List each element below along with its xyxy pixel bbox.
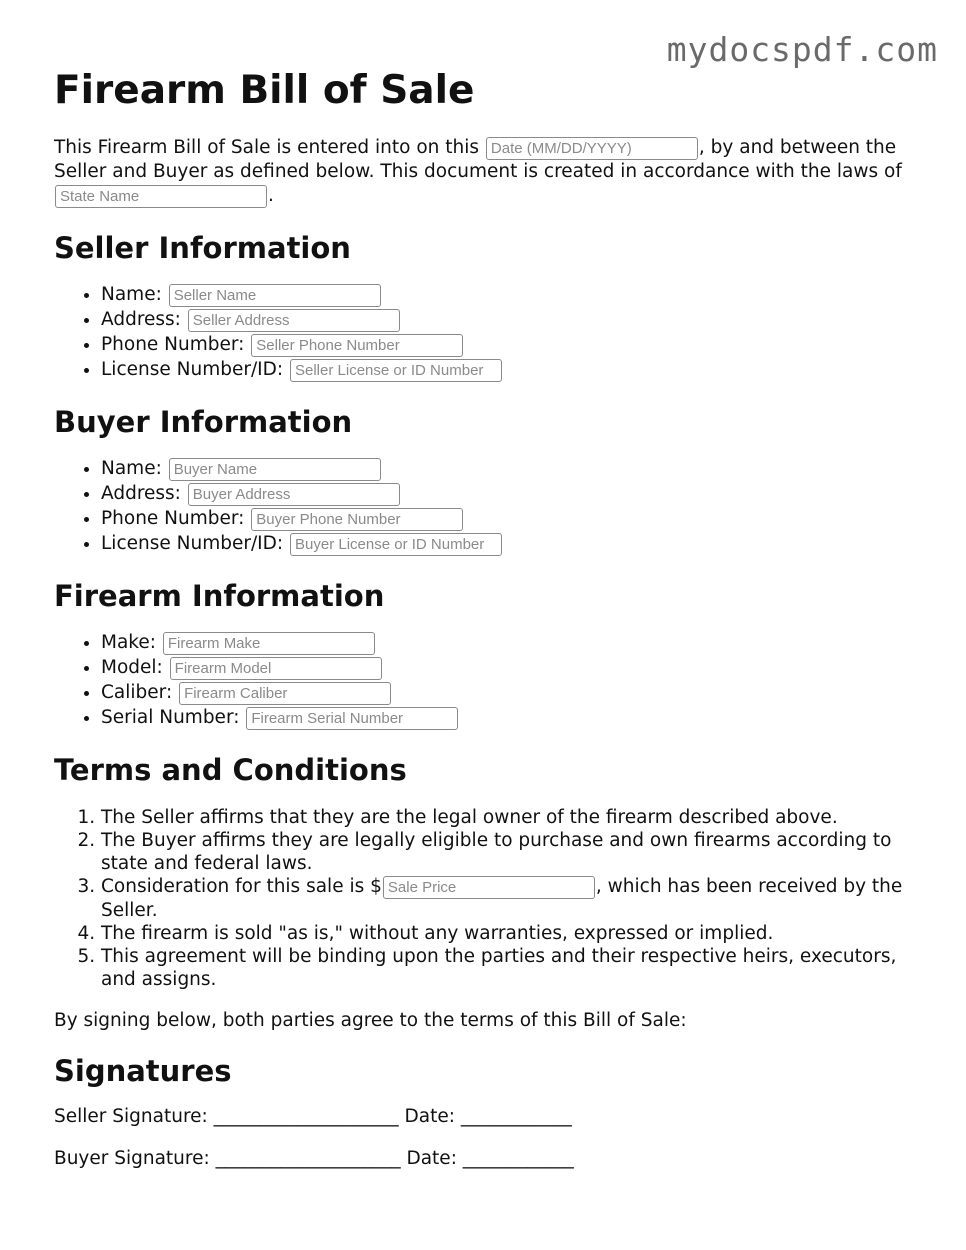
terms-heading: Terms and Conditions — [54, 753, 407, 787]
seller-license-input[interactable]: Seller License or ID Number — [290, 359, 502, 382]
seller-address-input[interactable]: Seller Address — [188, 309, 400, 332]
sale-price-input[interactable]: Sale Price — [383, 876, 595, 899]
field-label: Phone Number: — [101, 508, 251, 529]
list-item — [101, 630, 914, 655]
seller-signature-line: Seller Signature: ____________________ Date: ____________ — [54, 1105, 572, 1127]
buyer-signature-line: Buyer Signature: ____________________ Date: ____________ — [54, 1147, 574, 1169]
list-item — [101, 332, 914, 357]
field-label: Phone Number: — [101, 334, 251, 355]
field-label: Name: — [101, 458, 168, 479]
field-label: Address: — [101, 309, 187, 330]
buyer-license-input[interactable]: Buyer License or ID Number — [290, 533, 502, 556]
seller-phone-input[interactable]: Seller Phone Number — [251, 334, 463, 357]
buyer-list — [54, 456, 914, 556]
agreement-text: By signing below, both parties agree to the terms of this Bill of Sale: — [54, 1009, 687, 1031]
intro-text-2: , by and between the Seller and Buyer as defined below. This document is created in accordance with the laws of — [54, 137, 902, 182]
page-title: Firearm Bill of Sale — [54, 68, 475, 113]
term-item: 2. The Buyer affirms they are legally eligible to purchase and own firearms according to state and federal laws. — [101, 829, 914, 875]
seller-heading: Seller Information — [54, 231, 351, 265]
term-item: 4. The firearm is sold "as is," without any warranties, expressed or implied. — [101, 922, 914, 945]
term-text: , which has been received by the Seller. — [101, 876, 903, 921]
firearm-make-input[interactable]: Firearm Make — [163, 632, 375, 655]
field-label: License Number/ID: — [101, 359, 289, 380]
seller-list — [54, 282, 914, 382]
intro-paragraph — [54, 136, 914, 208]
field-label: Model: — [101, 657, 169, 678]
field-label: Serial Number: — [101, 707, 246, 728]
term-item: 5. This agreement will be binding upon the parties and their respective heirs, executors, and assigns. — [101, 945, 914, 991]
intro-text-1: This Firearm Bill of Sale is entered into on this — [54, 137, 485, 158]
document-body — [54, 68, 914, 1171]
list-item — [101, 506, 914, 531]
list-item — [101, 307, 914, 332]
term-text: Consideration for this sale is $ — [101, 876, 382, 897]
firearm-heading: Firearm Information — [54, 579, 385, 613]
buyer-name-input[interactable]: Buyer Name — [169, 458, 381, 481]
list-item — [101, 456, 914, 481]
list-item — [101, 655, 914, 680]
firearm-list — [54, 630, 914, 730]
term-item: 1. The Seller affirms that they are the legal owner of the firearm described above. — [101, 806, 914, 829]
field-label: Caliber: — [101, 682, 179, 703]
seller-name-input[interactable]: Seller Name — [169, 284, 381, 307]
term-item — [101, 875, 914, 922]
list-item — [101, 282, 914, 307]
list-item — [101, 680, 914, 705]
field-label: Address: — [101, 483, 187, 504]
firearm-serial-input[interactable]: Firearm Serial Number — [246, 707, 458, 730]
list-item — [101, 531, 914, 556]
terms-list — [54, 806, 914, 991]
signatures-heading: Signatures — [54, 1053, 232, 1088]
list-item — [101, 481, 914, 506]
buyer-heading: Buyer Information — [54, 405, 353, 439]
buyer-address-input[interactable]: Buyer Address — [188, 483, 400, 506]
watermark: mydocspdf.com — [666, 30, 938, 69]
state-input[interactable]: State Name — [55, 185, 267, 208]
buyer-phone-input[interactable]: Buyer Phone Number — [251, 508, 463, 531]
list-item — [101, 357, 914, 382]
field-label: Name: — [101, 284, 168, 305]
field-label: Make: — [101, 632, 162, 653]
firearm-caliber-input[interactable]: Firearm Caliber — [179, 682, 391, 705]
date-input[interactable]: Date (MM/DD/YYYY) — [486, 137, 698, 160]
intro-text-3: . — [268, 185, 274, 206]
field-label: License Number/ID: — [101, 533, 289, 554]
list-item — [101, 705, 914, 730]
firearm-model-input[interactable]: Firearm Model — [170, 657, 382, 680]
